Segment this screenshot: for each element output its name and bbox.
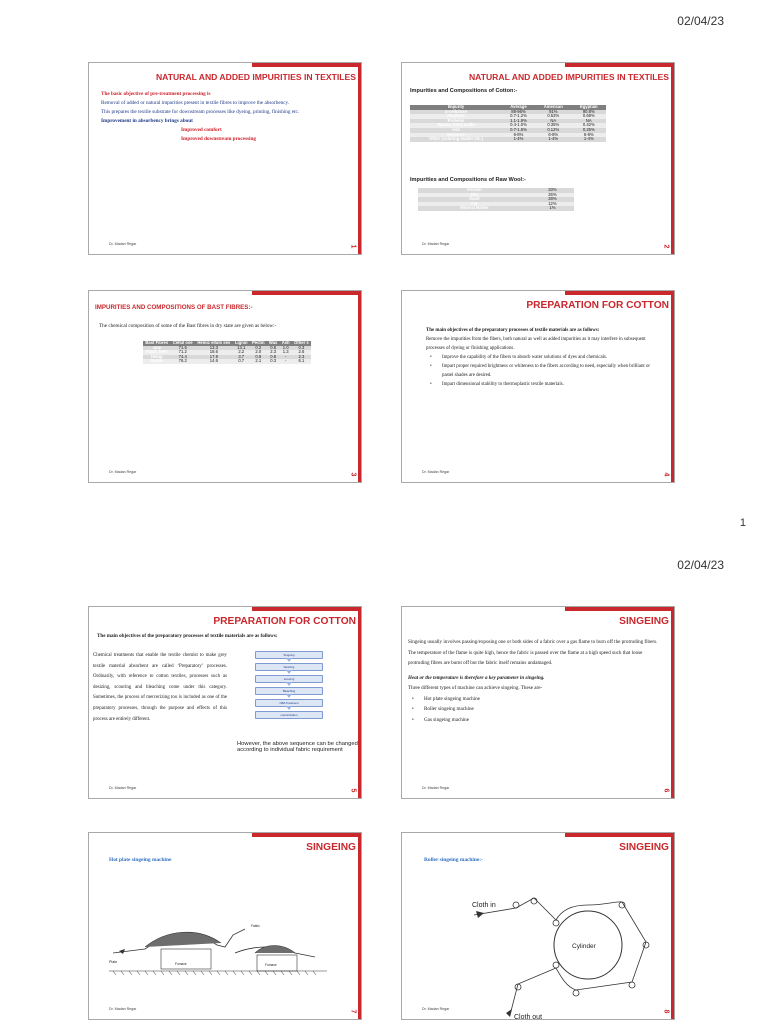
flow-step: Singeing bbox=[255, 651, 323, 659]
table-row bbox=[143, 359, 311, 364]
table-cell: 6-8% bbox=[535, 133, 572, 138]
slide-top-bar bbox=[565, 833, 674, 837]
key-parameter: Heat or the temperature is therefore a key parameter in singeing. bbox=[408, 674, 545, 681]
table-cell: Other (coloring matter etc.) bbox=[410, 137, 502, 142]
machine-type-list bbox=[408, 694, 664, 726]
table-cell: 71.2 bbox=[171, 350, 195, 355]
floor-hatching bbox=[113, 971, 316, 975]
slide-side-bar bbox=[358, 611, 361, 798]
slide-4 bbox=[401, 290, 675, 483]
paragraph: Three different types of machine can achieve singeing. These are- bbox=[408, 685, 543, 691]
table-cell: 1-4% bbox=[502, 137, 535, 142]
slide-number: 3 bbox=[349, 472, 357, 477]
table-cell: α-cellulose bbox=[410, 110, 502, 115]
table-cell: Pectines bbox=[410, 114, 502, 119]
table-header: Ash bbox=[280, 341, 292, 346]
cloth-out-label: Cloth out bbox=[514, 1014, 543, 1021]
slide-1 bbox=[88, 62, 362, 255]
table-cell: Moisture bbox=[410, 133, 502, 138]
table-header: Hemic ellulo ses bbox=[195, 341, 233, 346]
benefit-item: Improved comfort bbox=[181, 127, 222, 133]
table-header: Lignin bbox=[233, 341, 250, 346]
paragraph: Singeing usually involves passing/exposing one or both sides of a fabric over a gas flame to burn off the protruding fibers. bbox=[408, 639, 658, 645]
flow-step: Desizing bbox=[255, 663, 323, 671]
slide-footer: Dr. Madan Regar bbox=[109, 786, 137, 790]
paragraph: The temperature of the flame is quite high, hence the fabric is passed over the flame at a high speed such that loose protruding fibres are burnt off but the fabric itself remains undamaged. bbox=[408, 649, 643, 666]
diagram-subtitle: Hot plate singeing machine bbox=[109, 857, 172, 863]
table-cell: 0.3 bbox=[267, 359, 280, 364]
bullet-list bbox=[426, 353, 660, 389]
table-cell: Waxes, Fatty acids bbox=[410, 123, 502, 128]
slide-footer: Dr. Madan Regar bbox=[422, 1007, 450, 1011]
table-cell: 14.6 bbox=[195, 359, 233, 364]
table-cell: 0.53% bbox=[535, 114, 572, 119]
flow-step: Bleaching bbox=[255, 687, 323, 695]
table-row bbox=[410, 137, 606, 142]
slide-3 bbox=[88, 290, 362, 483]
slide-5 bbox=[88, 606, 362, 799]
section-heading: The main objectives of the preparatory processes of textile materials are as follows: bbox=[97, 633, 278, 639]
table-cell: 91% bbox=[535, 110, 572, 115]
table-cell: Fat bbox=[418, 202, 531, 207]
flow-step: mercerization bbox=[255, 711, 323, 719]
slide-title: IMPURITIES AND COMPOSITIONS OF BAST FIBRES:- bbox=[95, 304, 253, 311]
slide-footer: Dr. Madan Regar bbox=[422, 786, 450, 790]
table-cell: 26% bbox=[531, 193, 574, 198]
slide-8 bbox=[401, 832, 675, 1020]
section-heading: The main objectives of the preparatory processes of textile materials are as follows: bbox=[426, 328, 600, 333]
table-cell: 88-96% bbox=[502, 110, 535, 115]
table-cell: NA bbox=[535, 119, 572, 124]
hot-plate bbox=[255, 946, 295, 954]
table-cell: 0.42% bbox=[572, 123, 606, 128]
guide-roller bbox=[629, 982, 635, 988]
slide-title: NATURAL AND ADDED IMPURITIES IN TEXTILES bbox=[155, 72, 356, 82]
slide-number: 4 bbox=[662, 472, 670, 477]
slide-2 bbox=[401, 62, 675, 255]
slide-top-bar bbox=[565, 607, 674, 611]
slide-title: SINGEING bbox=[619, 616, 669, 627]
furnace-label: Furnace bbox=[175, 962, 187, 966]
list-item: • Roller singeing machine bbox=[408, 704, 664, 715]
sequence-note: However, the above sequence can be changed according to individual fabric requirement bbox=[237, 741, 358, 754]
slide-title: PREPARATION FOR COTTON bbox=[526, 300, 669, 311]
table-cell: 17.9 bbox=[195, 355, 233, 360]
table-cell: 1-4% bbox=[572, 137, 606, 142]
table-row bbox=[418, 206, 574, 211]
slide-title: NATURAL AND ADDED IMPURITIES IN TEXTILES bbox=[468, 72, 669, 82]
table-header: Wax bbox=[267, 341, 280, 346]
cloth-in-label: Cloth in bbox=[472, 902, 496, 909]
table-cell: 0.2 bbox=[250, 346, 267, 351]
slide-footer: Dr. Madan Regar bbox=[109, 242, 137, 246]
table-header: American bbox=[535, 105, 572, 110]
table-header: Other s bbox=[292, 341, 311, 346]
table-cell: 12% bbox=[531, 202, 574, 207]
guide-roller bbox=[573, 990, 579, 996]
table-cell: Keratin bbox=[418, 188, 531, 193]
slide-title: SINGEING bbox=[619, 842, 669, 853]
guide-roller bbox=[553, 962, 559, 968]
list-item: • Improve the capability of the fibers to absorb water solutions of dyes and chemicals. bbox=[426, 353, 660, 362]
list-item: • Impart proper required brightness or whiteness to the fibers according to need, especially when brilliant or pastel shades are desired. bbox=[426, 362, 660, 380]
paragraph: Removal of added or natural impurities present in textile fibres to improve the absorbency. bbox=[101, 100, 290, 106]
cotton-heading: Impurities and Compositions of Cotton:- bbox=[410, 88, 518, 94]
table-cell: 6-8% bbox=[572, 133, 606, 138]
intro-text: The basic objective of pre-treatment processing is bbox=[101, 91, 211, 97]
table-cell: 2.3 bbox=[292, 355, 311, 360]
table-cell: Dirt bbox=[418, 193, 531, 198]
slide-top-bar bbox=[252, 833, 361, 837]
slide-footer: Dr. Madan Regar bbox=[109, 470, 137, 474]
table-cell: 6-8% bbox=[502, 133, 535, 138]
table-cell: 13.3 bbox=[195, 346, 233, 351]
table-cell: 71.5 bbox=[171, 346, 195, 351]
slide-top-bar bbox=[252, 63, 361, 67]
slide-6 bbox=[401, 606, 675, 799]
table-cell: 0.7-1.2% bbox=[502, 114, 535, 119]
table-cell: Suint bbox=[418, 197, 531, 202]
arrow-icon bbox=[476, 911, 484, 918]
table-cell: Mineral Matter bbox=[418, 206, 531, 211]
flow-step: OBA Treatment bbox=[255, 699, 323, 707]
table-cell: 2.1 bbox=[250, 359, 267, 364]
benefit-item: Improved downstream processing bbox=[181, 136, 256, 142]
page-date-top: 02/04/23 bbox=[677, 14, 724, 28]
paragraph: Chemical treatments that enable the textile chemist to make grey textile material absorbent are called ‘Preparatory’ processes. Ordinarily, with reference to cotton textiles, processes such as desizing, scouring and bleaching come under this category. Sometimes, the process of mercerizing too is included as one of the preparatory processes, through the purpose and effects of this process are entirely different. bbox=[93, 653, 227, 722]
table-cell: 18.6 bbox=[195, 350, 233, 355]
slide-number: 1 bbox=[349, 244, 357, 249]
table-cell: Flax/L inen bbox=[143, 350, 171, 355]
hot-plate-diagram bbox=[105, 913, 335, 983]
list-item: • Impart dimensional stability to thermoplastic textile materials. bbox=[426, 380, 660, 389]
wool-heading: Impurities and Compositions of Raw Wool:- bbox=[410, 177, 526, 183]
table-cell: 0.8 bbox=[267, 355, 280, 360]
table-header: Average bbox=[502, 105, 535, 110]
furnace-box bbox=[161, 949, 211, 969]
paragraph: Remove the impurities from the fibers, both natural as well as added impurities as it may interfere in subsequent processes of dyeing or finishing applications. bbox=[426, 337, 646, 351]
table-cell: 0.7 bbox=[233, 359, 250, 364]
roller-diagram bbox=[456, 875, 656, 1020]
slide-side-bar bbox=[671, 611, 674, 798]
diagram-subtitle: Roller singeing machine:- bbox=[424, 857, 483, 863]
table-cell: 0.12% bbox=[535, 128, 572, 133]
table-cell: 0.25% bbox=[572, 128, 606, 133]
table-cell: 0.35% bbox=[535, 123, 572, 128]
slide-top-bar bbox=[565, 63, 674, 67]
list-item: • Gas singeing machine bbox=[408, 715, 664, 726]
slide-side-bar bbox=[358, 295, 361, 482]
slide-top-bar bbox=[252, 291, 361, 295]
table-cell: 0.9 bbox=[250, 355, 267, 360]
fabric-label: Fabric bbox=[251, 924, 260, 928]
table-cell: 76.2 bbox=[171, 359, 195, 364]
table-cell: 6.1 bbox=[292, 359, 311, 364]
list-item: • Hot plate singeing machine bbox=[408, 694, 664, 705]
bast-table bbox=[143, 341, 311, 364]
improvement-heading: Improvement in absorbency brings about bbox=[101, 118, 193, 124]
cotton-table bbox=[410, 105, 606, 142]
table-cell: 0.4-1.0% bbox=[502, 123, 535, 128]
cylinder-label: Cylinder bbox=[572, 943, 596, 950]
table-cell: NA bbox=[572, 119, 606, 124]
table-cell: 3.7 bbox=[233, 355, 250, 360]
arrow-icon bbox=[506, 1009, 512, 1017]
furnace-label: Furnace bbox=[265, 963, 277, 967]
furnace-box bbox=[257, 955, 297, 971]
table-cell: 1.1-1.9% bbox=[502, 119, 535, 124]
table-cell: - bbox=[280, 359, 292, 364]
page-number: 1 bbox=[739, 517, 746, 529]
slide-top-bar bbox=[252, 607, 361, 611]
process-flow bbox=[255, 651, 323, 723]
slide-number: 2 bbox=[662, 244, 670, 249]
table-cell: 0.7-1.6% bbox=[502, 128, 535, 133]
slide-7 bbox=[88, 832, 362, 1020]
slide-footer: Dr. Madan Regar bbox=[422, 470, 450, 474]
table-cell: 0.68% bbox=[572, 114, 606, 119]
table-cell: 13.1 bbox=[233, 346, 250, 351]
table-header: Impurity bbox=[410, 105, 502, 110]
table-cell: 1.3 bbox=[280, 350, 292, 355]
table-header: Pectin bbox=[250, 341, 267, 346]
table-cell: 0.6 bbox=[267, 346, 280, 351]
table-cell: 1-4% bbox=[535, 137, 572, 142]
slide-footer: Dr. Madan Regar bbox=[422, 242, 450, 246]
table-cell: 2.6 bbox=[292, 350, 311, 355]
table-cell: 28% bbox=[531, 197, 574, 202]
slide-number: 8 bbox=[662, 1009, 670, 1014]
table-header: Cellul ose bbox=[171, 341, 195, 346]
slide-number: 5 bbox=[349, 788, 357, 793]
table-cell: 90.8% bbox=[572, 110, 606, 115]
table-cell: Proteins bbox=[410, 119, 502, 124]
table-cell: 0.3 bbox=[292, 346, 311, 351]
slide-number: 7 bbox=[349, 1009, 357, 1014]
slide-side-bar bbox=[671, 295, 674, 482]
table-cell: - bbox=[280, 355, 292, 360]
slide-side-bar bbox=[358, 837, 361, 1019]
table-cell: 74.4 bbox=[171, 355, 195, 360]
table-cell: 2.2 bbox=[233, 350, 250, 355]
table-cell: Ash bbox=[410, 128, 502, 133]
page-date-second: 02/04/23 bbox=[677, 558, 724, 572]
slide-top-bar bbox=[565, 291, 674, 295]
slide-title: SINGEING bbox=[306, 842, 356, 853]
table-cell: 2.0 bbox=[250, 350, 267, 355]
table-cell: 2.3 bbox=[267, 350, 280, 355]
table-cell: 33% bbox=[531, 188, 574, 193]
table-header: Bast Fibres bbox=[143, 341, 171, 346]
paragraph: This prepares the textile substrate for downstream processes like dyeing, printing, finishing etc. bbox=[101, 109, 300, 115]
slide-title: PREPARATION FOR COTTON bbox=[213, 616, 356, 627]
slide-footer: Dr. Madan Regar bbox=[109, 1007, 137, 1011]
wool-table bbox=[418, 188, 574, 211]
slide-side-bar bbox=[358, 67, 361, 254]
table-cell: 1.0 bbox=[280, 346, 292, 351]
plate-label: Plate bbox=[109, 960, 118, 964]
table-cell: Hemp bbox=[143, 355, 171, 360]
slide-side-bar bbox=[671, 67, 674, 254]
guide-roller bbox=[553, 920, 559, 926]
table-cell: 1% bbox=[531, 206, 574, 211]
slide-side-bar bbox=[671, 837, 674, 1019]
table-cell: Jute bbox=[143, 346, 171, 351]
intro-text: The chemical composition of some of the Bast fibres in dry state are given as below:- bbox=[99, 323, 277, 329]
hot-plate bbox=[145, 932, 221, 947]
flow-step: scouring bbox=[255, 675, 323, 683]
table-header: Egyptian bbox=[572, 105, 606, 110]
slide-number: 6 bbox=[662, 788, 670, 793]
table-cell: Ramie bbox=[143, 359, 171, 364]
